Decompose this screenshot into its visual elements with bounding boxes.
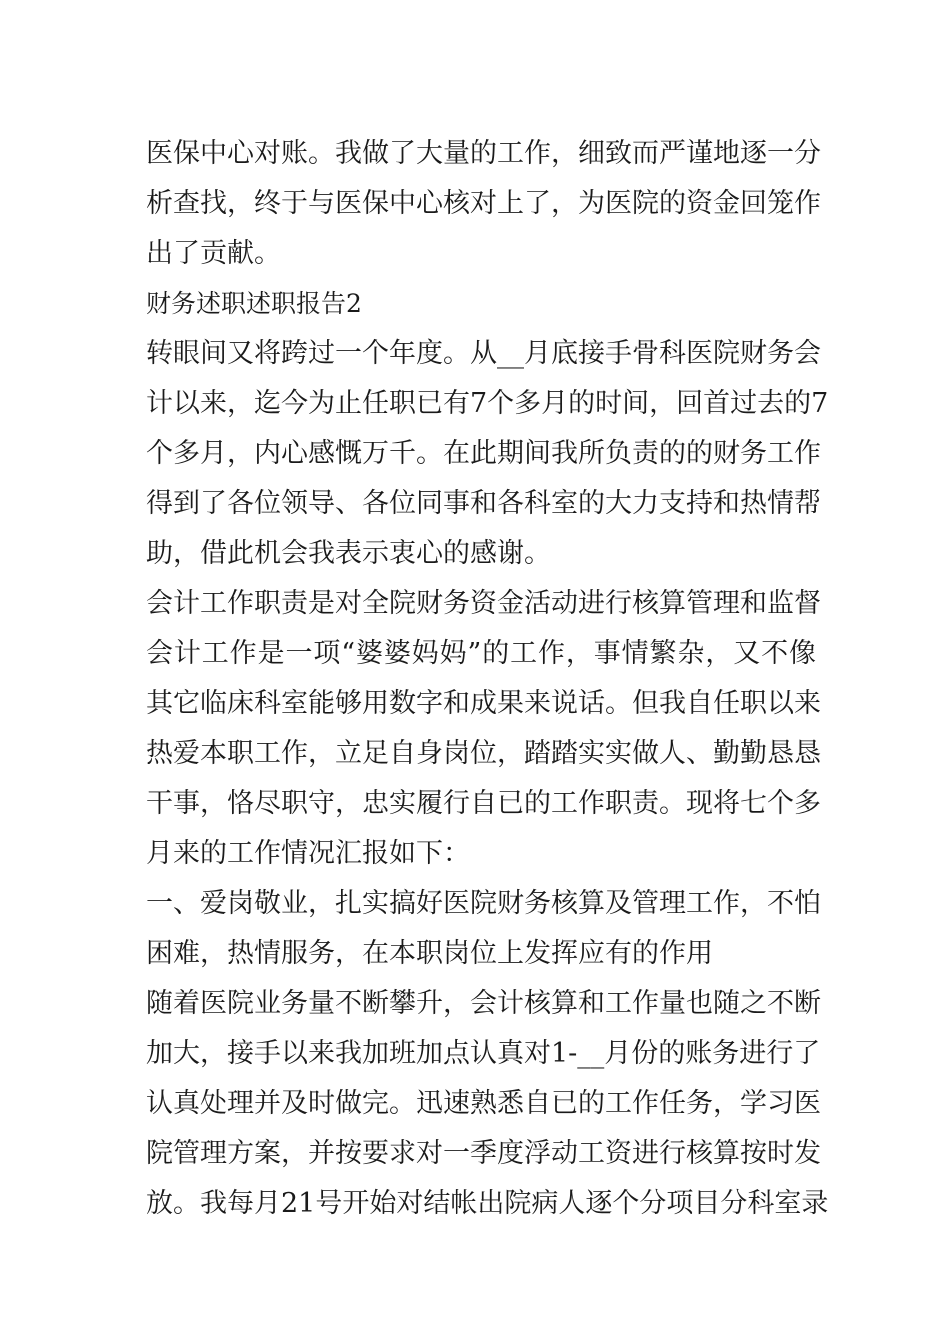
text-line: 加大，接手以来我加班加点认真对1-__月份的账务进行了 [146,1038,821,1069]
text-line: 认真处理并及时做完。迅速熟悉自已的工作任务，学习医 [146,1088,821,1119]
text-line: 随着医院业务量不断攀升，会计核算和工作量也随之不断 [146,988,821,1019]
text-line: 会计工作职责是对全院财务资金活动进行核算管理和监督 [146,588,821,619]
text-line: 一、爱岗敬业，扎实搞好医院财务核算及管理工作，不怕 [146,888,821,919]
text-line: 放。我每月21号开始对结帐出院病人逐个分项目分科室录 [146,1188,829,1219]
text-line: 困难，热情服务，在本职岗位上发挥应有的作用 [146,938,713,969]
text-line: 医保中心对账。我做了大量的工作，细致而严谨地逐一分 [146,138,821,169]
text-line: 热爱本职工作，立足自身岗位，踏踏实实做人、勤勤恳恳 [146,738,821,769]
text-line: 月来的工作情况汇报如下： [146,838,470,869]
text-line: 析查找，终于与医保中心核对上了，为医院的资金回笼作 [146,188,821,219]
text-line: 出了贡献。 [146,238,281,269]
text-line: 转眼间又将跨过一个年度。从__月底接手骨科医院财务会 [146,338,821,369]
text-line: 得到了各位领导、各位同事和各科室的大力支持和热情帮 [146,488,821,519]
text-line: 助，借此机会我表示衷心的感谢。 [146,538,551,569]
text-line: 计以来，迄今为止任职已有7个多月的时间，回首过去的7 [146,388,829,419]
text-line: 干事，恪尽职守，忠实履行自已的工作职责。现将七个多 [146,788,821,819]
text-line: 个多月，内心感慨万千。在此期间我所负责的的财务工作 [146,438,821,469]
text-line: 会计工作是一项“婆婆妈妈”的工作，事情繁杂，又不像 [146,638,816,669]
text-line: 院管理方案，并按要求对一季度浮动工资进行核算按时发 [146,1138,821,1169]
text-line: 其它临床科室能够用数字和成果来说话。但我自任职以来 [146,688,821,719]
section-heading: 财务述职述职报告2 [146,289,362,318]
